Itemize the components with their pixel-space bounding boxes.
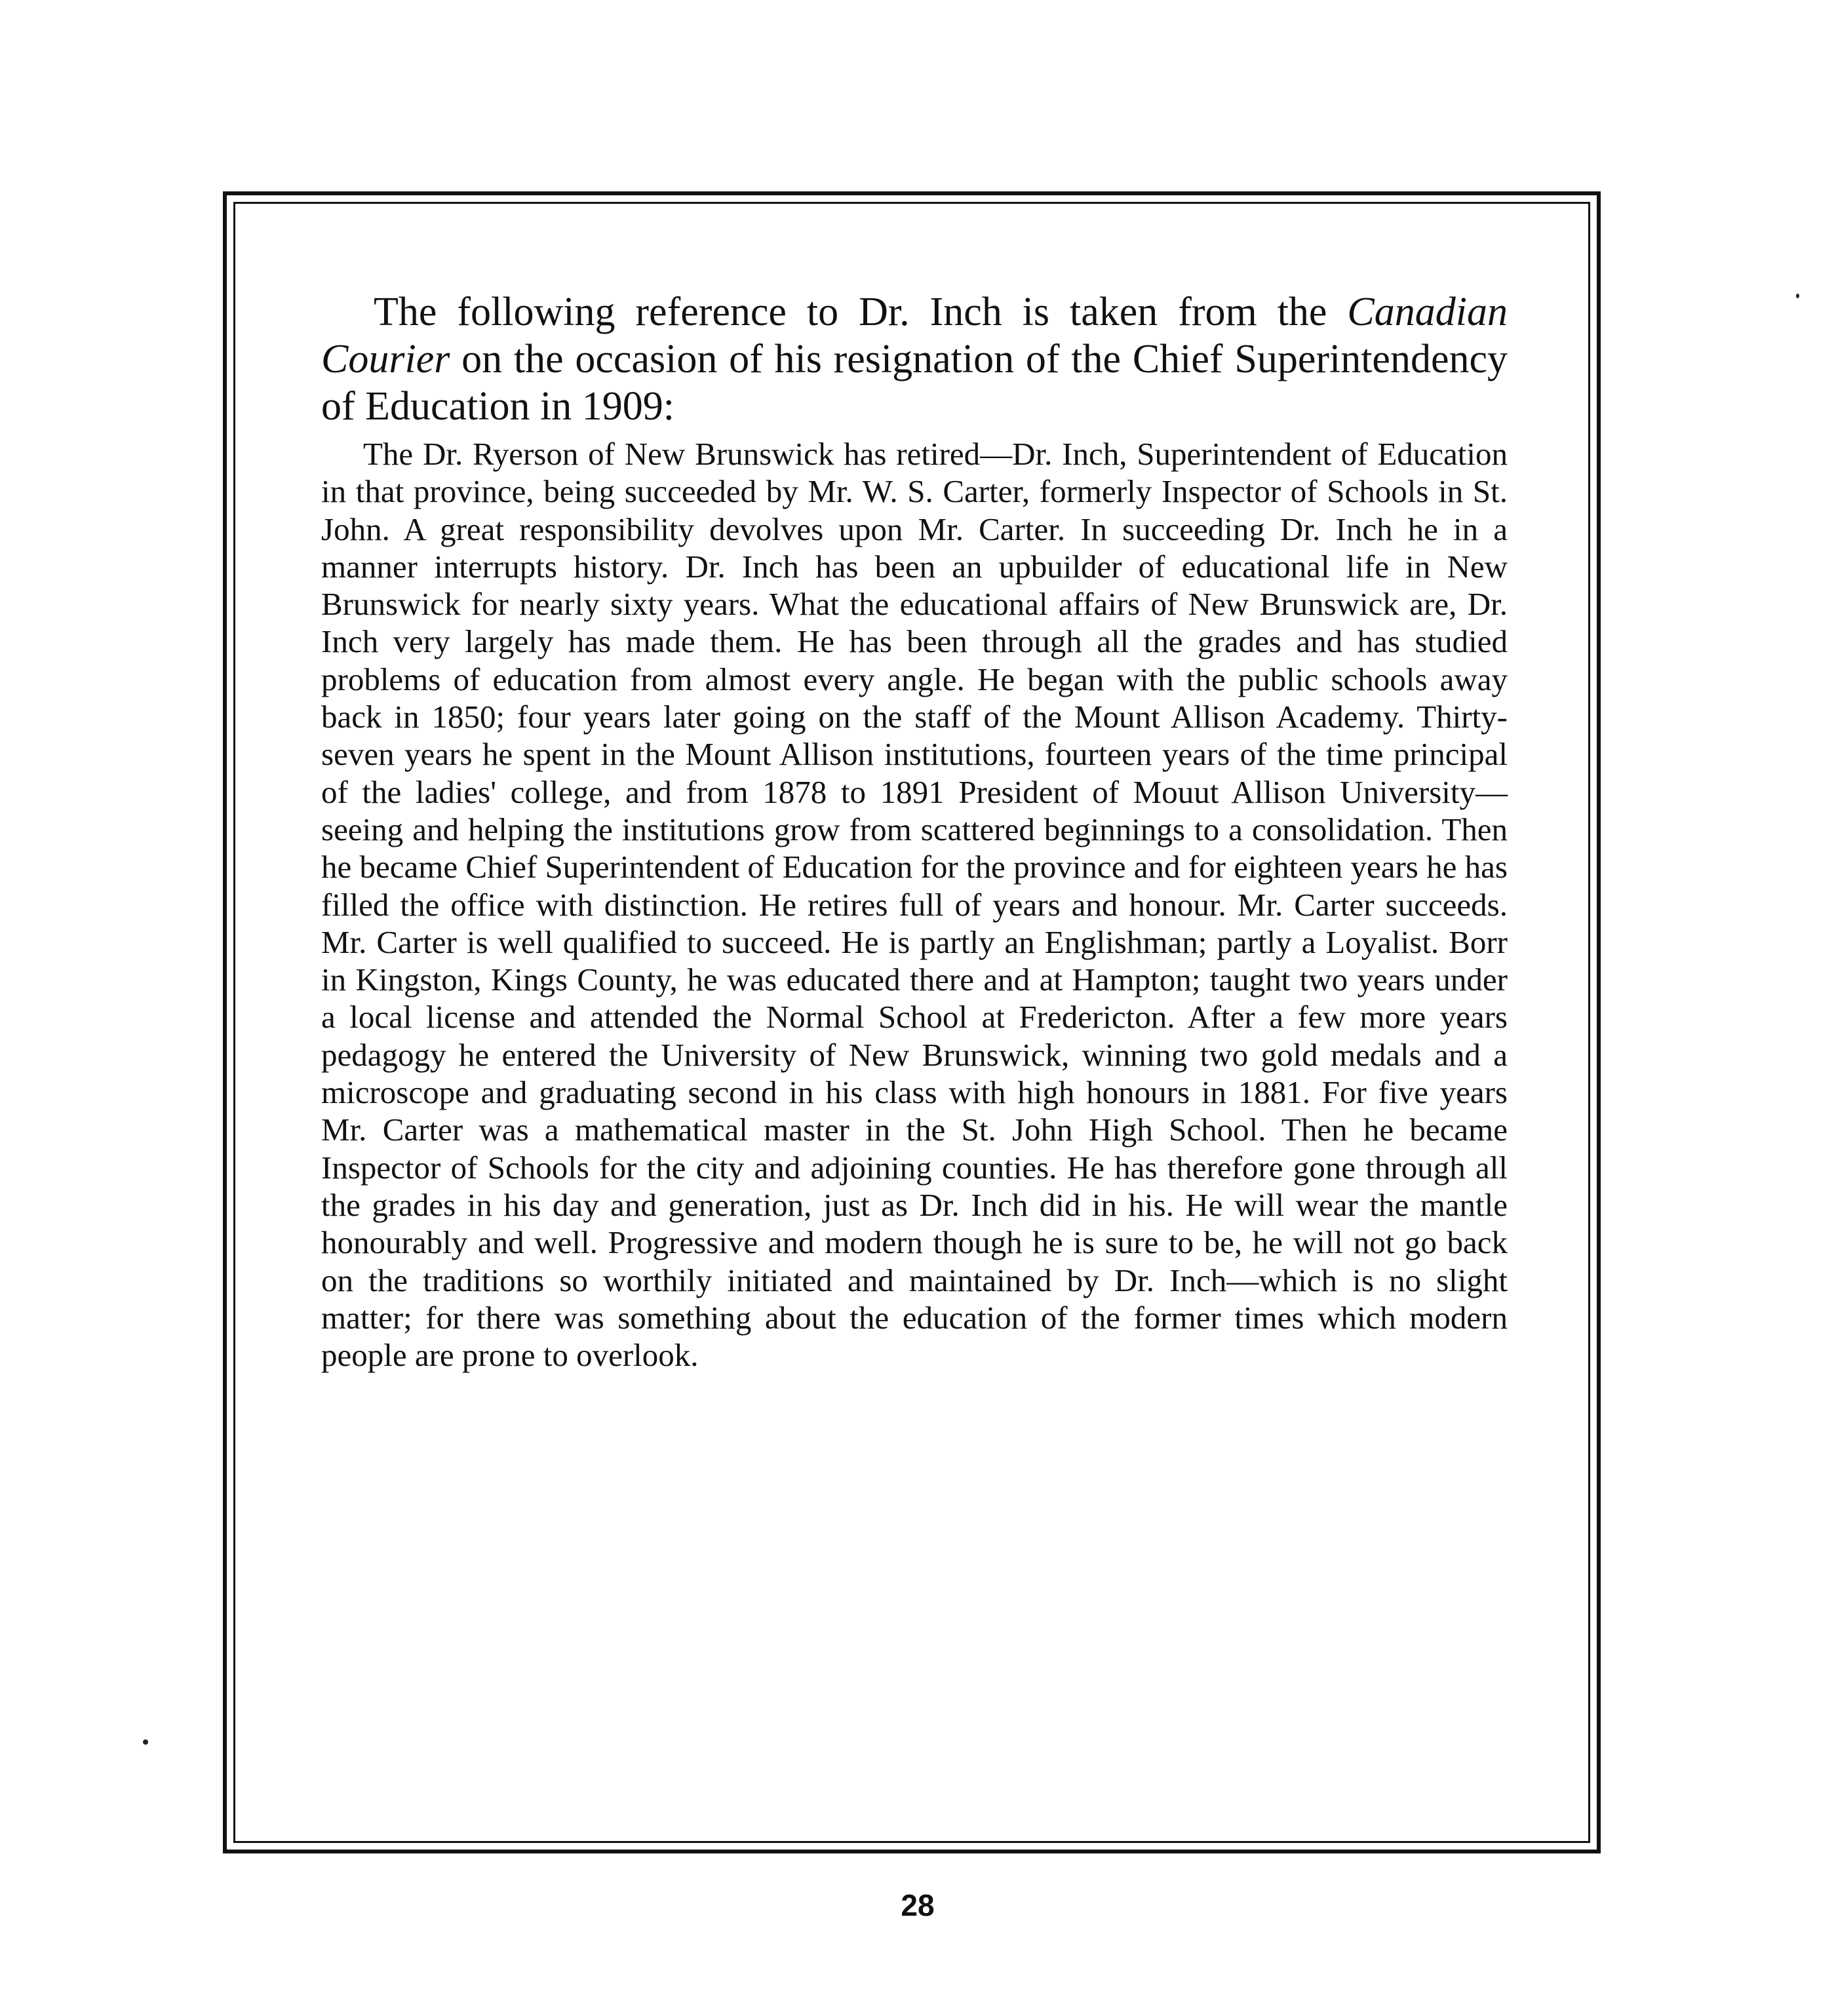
quoted-article-paragraph: The Dr. Ryerson of New Brunswick has retired—Dr. Inch, Superintendent of Education in that province, being succeeded by Mr. W. S. Carter, formerly Inspector of Schools in St. John. A great responsibility devolves upon Mr. Carter. In succeeding Dr. Inch he in a manner interrupts history. Dr. Inch has been an upbuilder of educational life in New Brunswick for nearly sixty years. What the educational affairs of New Brunswick are, Dr. Inch very largely has made them. He has been through all the grades and has studied problems of education from almost every angle. He began with the public schools away back in 1850; four years later going on the staff of the Mount Allison Academy. Thirty-seven years he spent in the Mount Allison institutions, fourteen years of the time principal of the ladies' college, and from 1878 to 1891 President of Mouut Allison University—seeing and helping the institutions grow from scattered beginnings to a consolidation. Then he became Chief Superintendent of Education for the province and for eighteen years he has filled the office with distinction. He retires full of years and honour. Mr. Carter succeeds. Mr. Carter is well qualified to succeed. He is partly an Englishman; partly a Loyalist. Borr in Kingston, Kings County, he was educated there and at Hampton; taught two years under a local license and attended the Normal School at Fredericton. After a few more years pedagogy he entered the University of New Brunswick, winning two gold medals and a microscope and graduating second in his class with high honours in 1881. For five years Mr. Carter was a mathematical master in the St. John High School. Then he became Inspector of Schools for the city and adjoining counties. He has therefore gone through all the grades in his day and generation, just as Dr. Inch did in his. He will wear the mantle honourably and well. Progressive and modern though he is sure to be, he will not go back on the traditions so worthily initiated and maintained by Dr. Inch—which is no slight matter; for there was something about the education of the former times which modern people are prone to overlook. [321, 436, 1508, 1374]
intro-text-before: The following reference to Dr. Inch is taken from the [374, 290, 1348, 334]
page-number: 28 [901, 1888, 935, 1922]
publication-title: Canadian Courier [321, 290, 1508, 381]
scan-speck [143, 1739, 148, 1745]
intro-paragraph [321, 288, 1508, 430]
scan-speck [1796, 294, 1799, 298]
intro-text-after: on the occasion of his resignation of the Chief Superintendency of Education in 1909: [321, 337, 1508, 429]
page-content [321, 288, 1508, 1374]
